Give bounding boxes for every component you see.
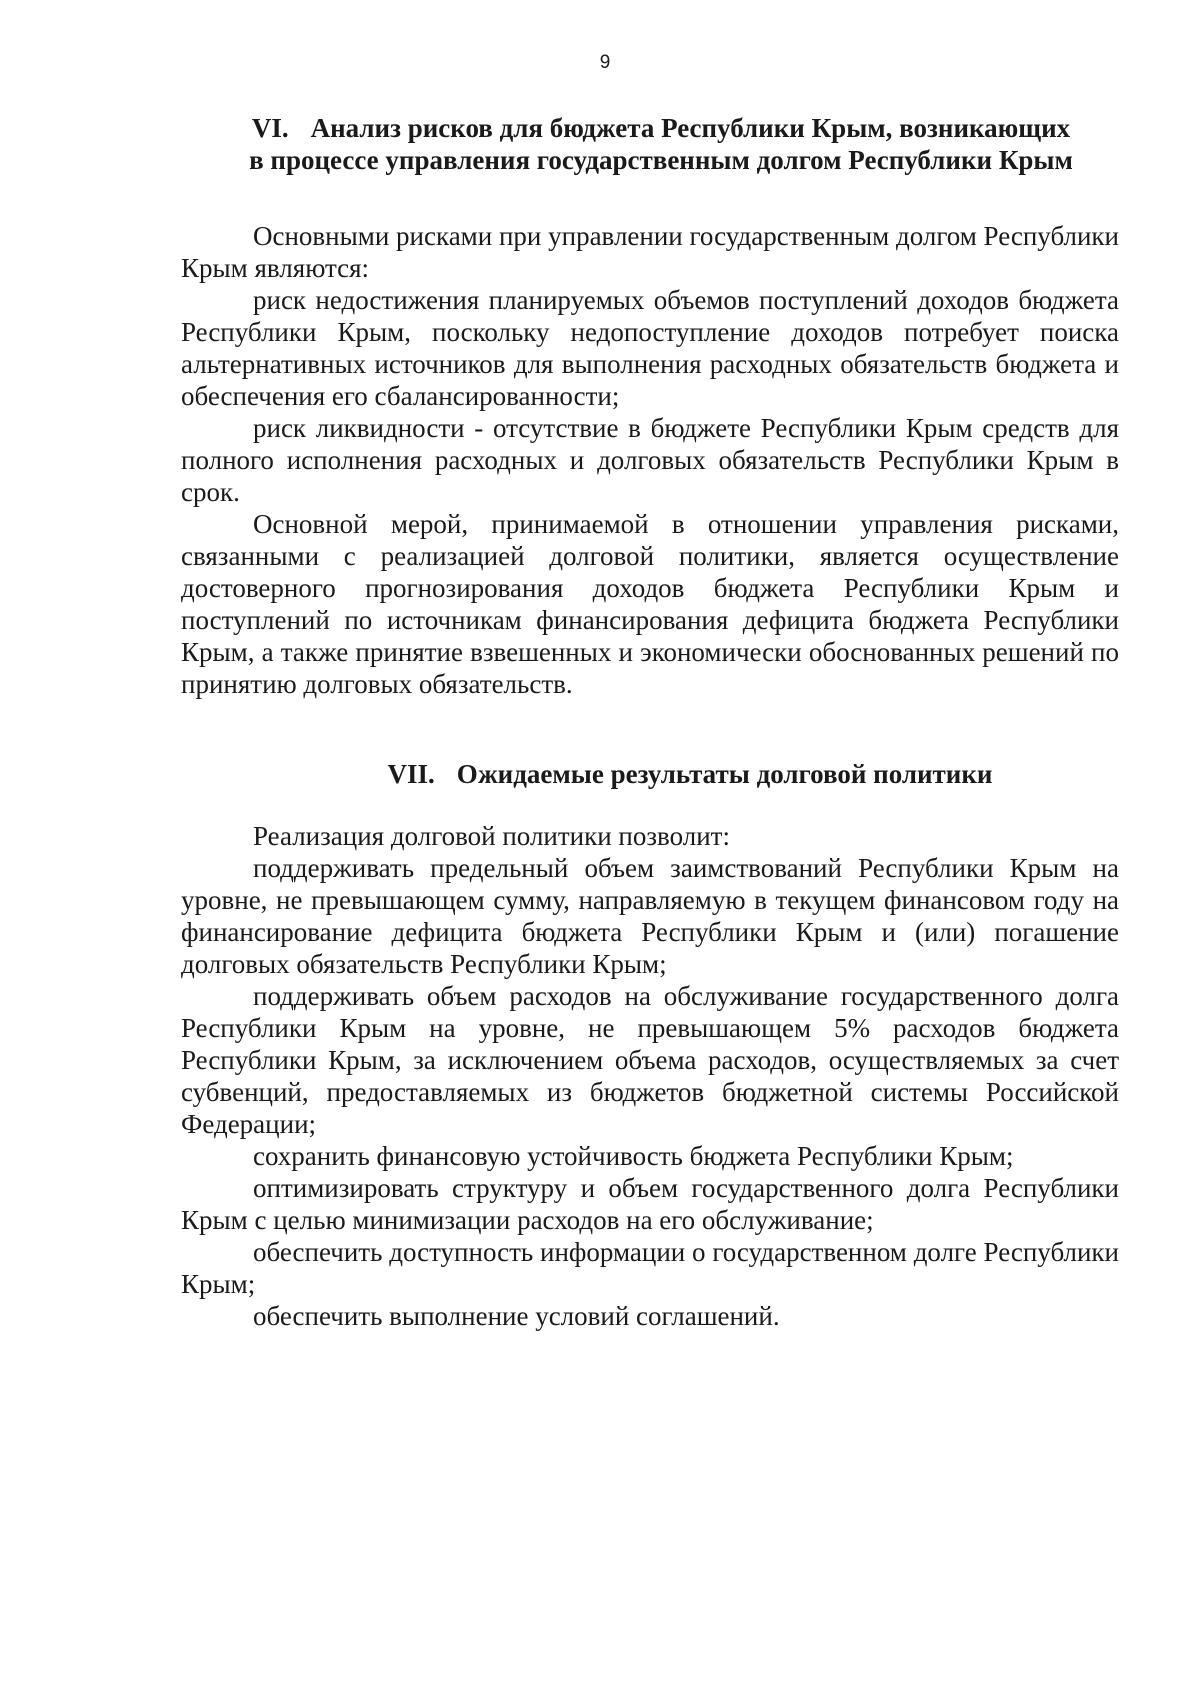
page-content xyxy=(181,112,1119,1332)
section-7-paragraph: поддерживать предельный объем заимствований Республики Крым на уровне, не превышающем сумму, направляемую в текущем финансовом году на финансирование дефицита бюджета Республики Крым и (или) погашение долговых обязательств Республики Крым; xyxy=(181,853,1119,979)
section-6-body xyxy=(181,220,1119,700)
section-7-paragraph: обеспечить доступность информации о государственном долге Республики Крым; xyxy=(181,1237,1119,1299)
section-7-heading-line xyxy=(261,758,1119,790)
section-7-paragraph: поддерживать объем расходов на обслуживание государственного долга Республики Крым на уровне, не превышающем 5% расходов бюджета Республики Крым, за исключением объема расходов, осуществляемых за счет субвенций, предоставляемых из бюджетов бюджетной системы Российской Федерации; xyxy=(181,981,1119,1139)
section-7-heading xyxy=(181,758,1119,790)
section-6-paragraph: Основной мерой, принимаемой в отношении управления рисками, связанными с реализацией долговой политики, является осуществление достоверного прогнозирования доходов бюджета Республики Крым и поступлений по источникам финансирования дефицита бюджета Республики Крым, а также принятие взвешенных и экономически обоснованных решений по принятию долговых обязательств. xyxy=(181,509,1119,699)
section-7-paragraph: оптимизировать структуру и объем государственного долга Республики Крым с целью минимизации расходов на его обслуживание; xyxy=(181,1173,1119,1235)
section-6-paragraph: риск недостижения планируемых объемов поступлений доходов бюджета Республики Крым, поскольку недопоступление доходов потребует поиска альтернативных источников для выполнения расходных обязательств бюджета и обеспечения его сбалансированности; xyxy=(181,285,1119,411)
section-6-paragraph: Основными рисками при управлении государственным долгом Республики Крым являются: xyxy=(181,221,1119,283)
section-7-body xyxy=(181,820,1119,1332)
section-6-paragraph: риск ликвидности - отсутствие в бюджете Республики Крым средств для полного исполнения расходных и долговых обязательств Республики Крым в срок. xyxy=(181,413,1119,507)
page-number: 9 xyxy=(599,52,611,73)
section-6-heading xyxy=(181,112,1119,176)
section-6-heading-line-1 xyxy=(203,112,1119,144)
section-7-paragraph: сохранить финансовую устойчивость бюджета Республики Крым; xyxy=(253,1141,1014,1171)
section-6-title-line-2: в процессе управления государственным долгом Республики Крым xyxy=(249,145,1073,175)
section-7-number: VII. xyxy=(387,759,435,789)
section-7-paragraph: обеспечить выполнение условий соглашений. xyxy=(253,1301,780,1331)
section-7-paragraph: Реализация долговой политики позволит: xyxy=(253,821,730,851)
section-6-number: VI. xyxy=(251,113,289,143)
section-7-title: Ожидаемые результаты долговой политики xyxy=(456,759,993,789)
section-6-title-line-1: Анализ рисков для бюджета Республики Крым, возникающих xyxy=(310,113,1071,143)
